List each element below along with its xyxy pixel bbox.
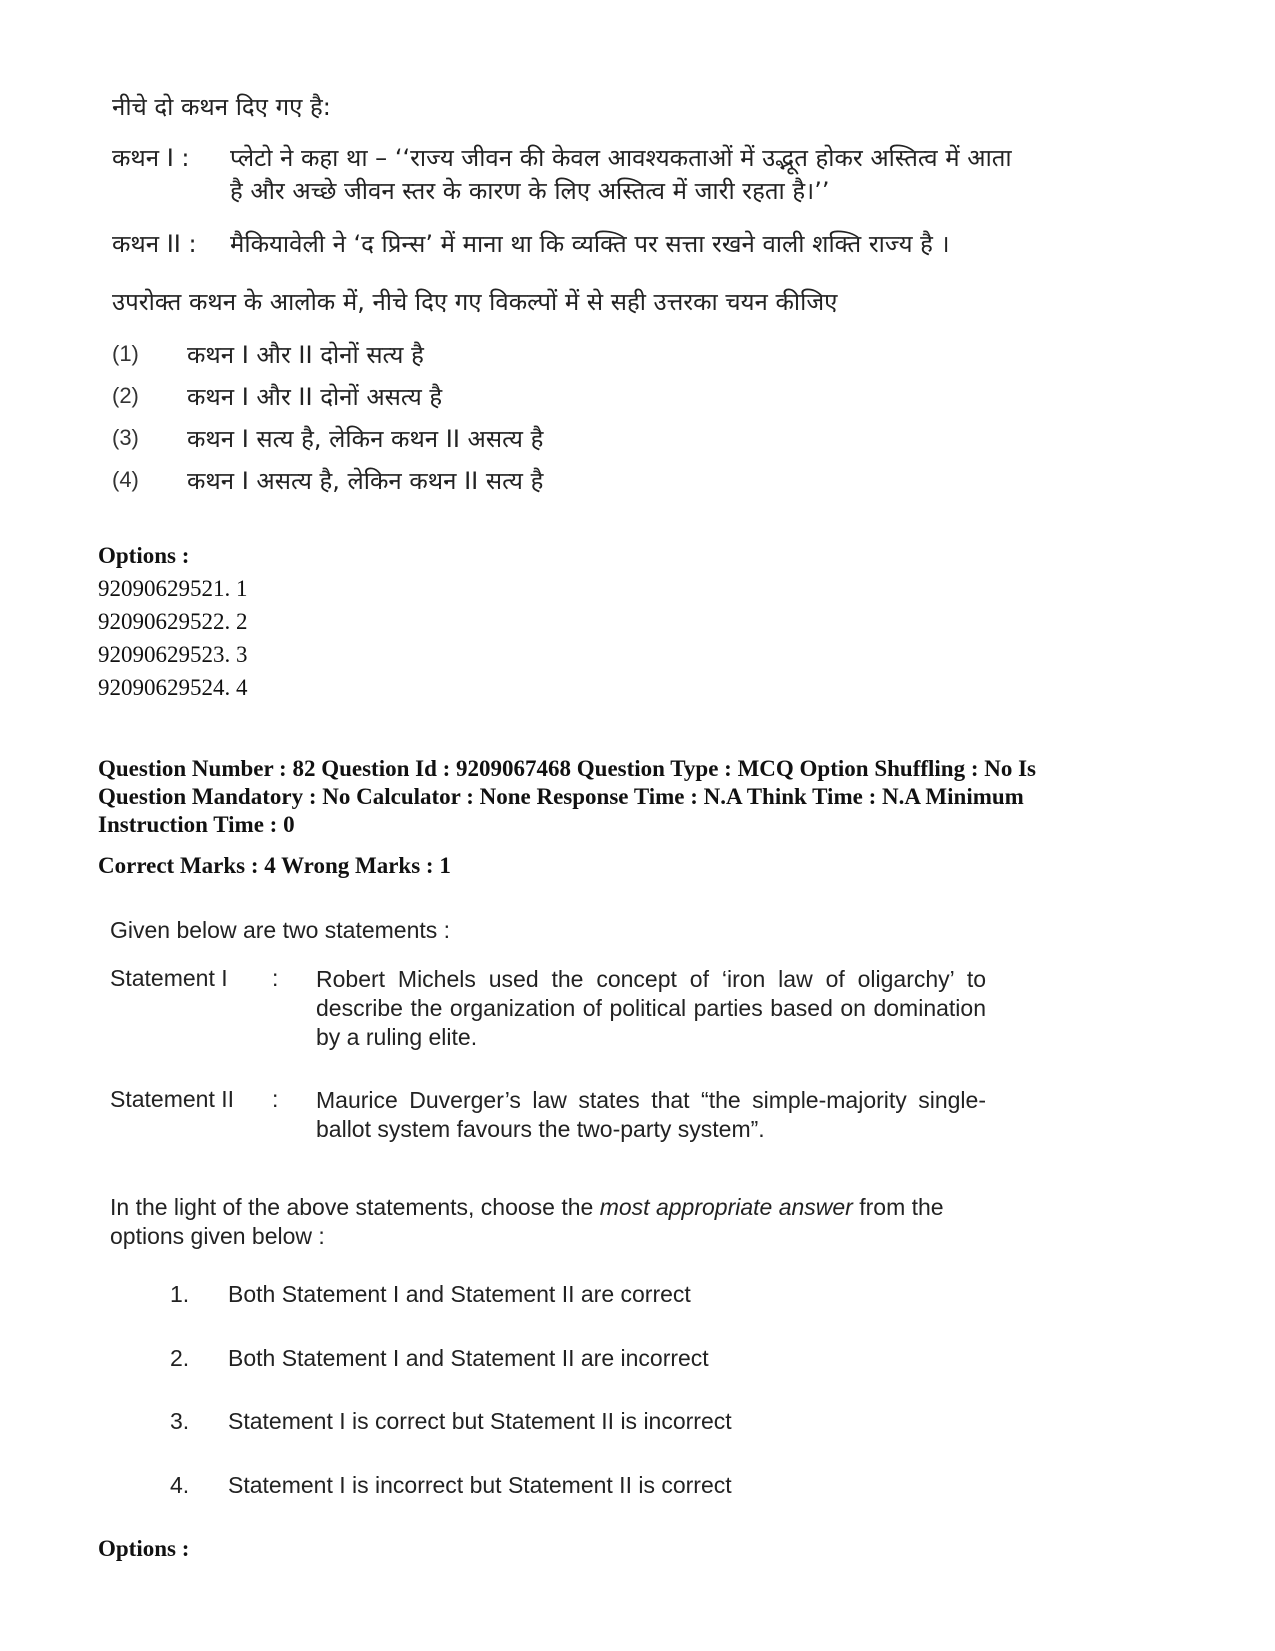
english-statement-2-label: Statement II <box>110 1086 235 1112</box>
english-question-emphasis: most appropriate answer <box>599 1194 853 1220</box>
options-title: Options : <box>98 543 190 568</box>
english-option-number: 4. <box>170 1472 190 1498</box>
english-option-text: Statement I is correct but Statement II is incorrect <box>228 1408 732 1434</box>
english-question-part-1: In the light of the above statements, choose the <box>110 1194 600 1220</box>
question-meta <box>98 755 1178 839</box>
english-question-part-2: from the options given below : <box>110 1194 944 1249</box>
hindi-statement-2-text: मैकियावेली ने ‘द प्रिन्स’ में माना था कि व्यक्ति पर सत्ता रखने वाली शक्ति राज्य है । <box>230 230 950 258</box>
english-statement-1-colon: : <box>272 965 279 991</box>
english-statement-1-text: Robert Michels used the concept of ‘iron law of oligarchy’ to describe the organization of political parties based on domination by a ruling elite. <box>316 966 986 1050</box>
question-meta-line-2: Question Mandatory : No Calculator : None Response Time : N.A Think Time : N.A Minimum <box>98 784 1024 809</box>
english-option-number: 1. <box>170 1281 190 1307</box>
question-marks: Correct Marks : 4 Wrong Marks : 1 <box>98 853 451 878</box>
hindi-option-text: कथन I और II दोनों असत्य है <box>187 383 443 411</box>
option-id-4: 92090629524. 4 <box>98 675 248 700</box>
question-meta-line-1: Question Number : 82 Question Id : 9209067468 Question Type : MCQ Option Shuffling : No Is <box>98 756 1037 781</box>
english-statement-2-colon: : <box>272 1086 279 1112</box>
english-option-text: Statement I is incorrect but Statement II is correct <box>228 1472 732 1498</box>
hindi-option-number: (4) <box>112 467 139 492</box>
option-id-3: 92090629523. 3 <box>98 642 248 667</box>
hindi-option-number: (3) <box>112 425 139 450</box>
hindi-option-text: कथन I और II दोनों सत्य है <box>187 341 424 369</box>
english-option-number: 3. <box>170 1408 190 1434</box>
question-meta-line-3: Instruction Time : 0 <box>98 812 295 837</box>
option-id-1: 92090629521. 1 <box>98 576 248 601</box>
hindi-intro: नीचे दो कथन दिए गए है: <box>112 93 331 121</box>
hindi-option-number: (2) <box>112 383 139 408</box>
options-title-2: Options : <box>98 1536 190 1561</box>
hindi-statement-1-line-1: प्लेटो ने कहा था – ‘‘राज्य जीवन की केवल आवश्यकताओं में उद्भूत होकर अस्तित्व में आता <box>230 144 1012 172</box>
english-intro: Given below are two statements : <box>110 917 451 943</box>
hindi-option-number: (1) <box>112 341 139 366</box>
hindi-statement-1-label: कथन I : <box>112 144 190 172</box>
english-statement-2-text: Maurice Duverger’s law states that “the simple-majority single-ballot system favours the two-party system”. <box>316 1087 986 1142</box>
english-option-text: Both Statement I and Statement II are correct <box>228 1281 691 1307</box>
english-option-text: Both Statement I and Statement II are incorrect <box>228 1345 709 1371</box>
hindi-option-text: कथन I असत्य है, लेकिन कथन II सत्य है <box>187 467 544 495</box>
english-statement-1-label: Statement I <box>110 965 228 991</box>
hindi-statement-2-label: कथन II : <box>112 230 197 258</box>
hindi-option-text: कथन I सत्य है, लेकिन कथन II असत्य है <box>187 425 544 453</box>
english-question <box>110 1193 990 1251</box>
option-id-2: 92090629522. 2 <box>98 609 248 634</box>
english-option-number: 2. <box>170 1345 190 1371</box>
hindi-question: उपरोक्त कथन के आलोक में, नीचे दिए गए विकल्पों में से सही उत्तरका चयन कीजिए <box>112 288 838 316</box>
hindi-statement-1-line-2: है और अच्छे जीवन स्तर के कारण के लिए अस्तित्व में जारी रहता है।’’ <box>230 177 830 205</box>
